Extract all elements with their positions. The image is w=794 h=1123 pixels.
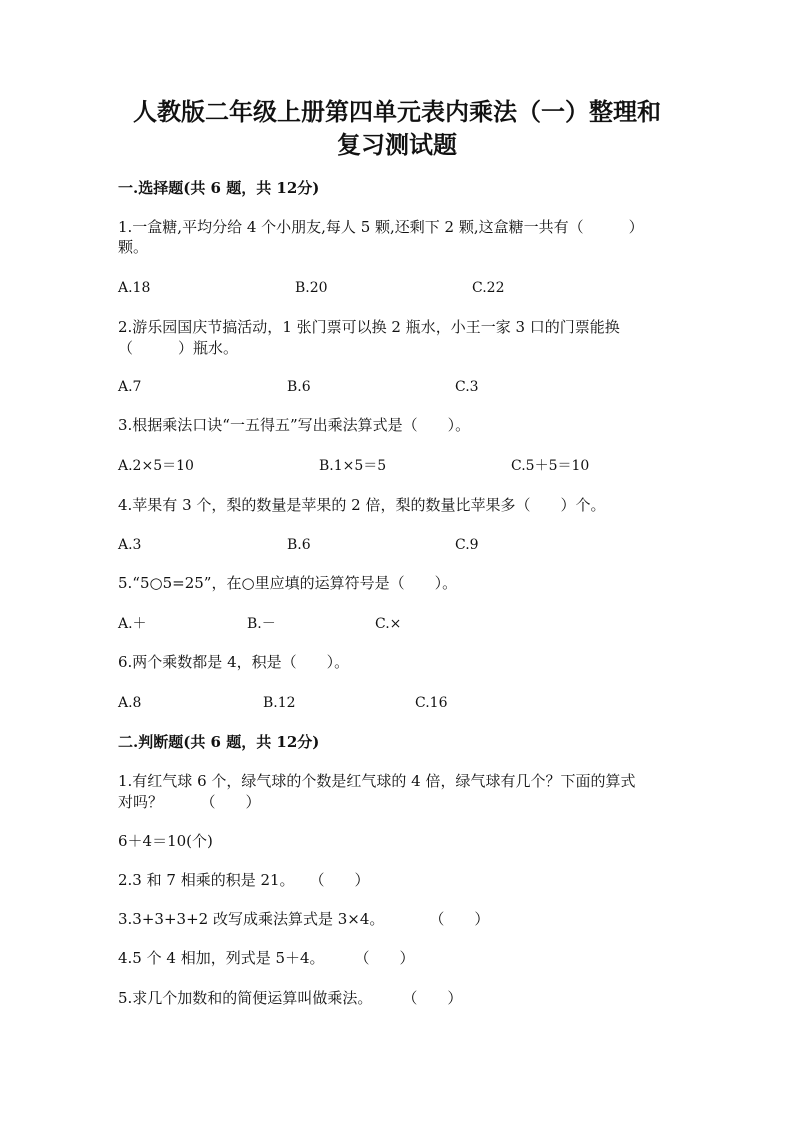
question-text-cont: （ ）瓶水。 [118,339,239,357]
option-c: C.3 [455,379,479,395]
option-b: B.1×5＝5 [319,458,387,474]
question-text: 6.两个乘数都是 4，积是（ ）。 [118,653,350,671]
question-text: 3.3+3+3+2 改写成乘法算式是 3×4。 （ ） [118,910,490,928]
option-c: C.× [375,616,402,632]
option-c: C.22 [472,280,505,296]
question-equation: 6＋4＝10(个) [118,832,213,850]
section-heading-judgement: 二.判断题(共 6 题，共 12分) [118,733,320,751]
option-a: A.＋ [118,616,147,632]
option-c: C.16 [415,695,448,711]
page-title-line2: 复习测试题 [337,130,457,159]
option-b: B.12 [263,695,296,711]
option-c: C.5＋5＝10 [511,458,590,474]
option-a: A.18 [118,280,151,296]
question-text: 4.苹果有 3 个，梨的数量是苹果的 2 倍，梨的数量比苹果多（ ）个。 [118,496,606,514]
question-text: 3.根据乘法口诀“一五得五”写出乘法算式是（ ）。 [118,416,471,434]
question-text: 1.有红气球 6 个，绿气球的个数是红气球的 4 倍，绿气球有几个？下面的算式 [118,772,636,790]
option-b: B.6 [287,379,311,395]
question-text-cont: 颗。 [118,238,149,256]
question-text: 2.游乐园国庆节搞活动，1 张门票可以换 2 瓶水，小王一家 3 口的门票能换 [118,318,620,336]
option-a: A.3 [118,537,142,553]
option-a: A.8 [118,695,142,711]
question-text-cont: 对吗？ （ ） [118,793,261,811]
option-b: B.20 [295,280,328,296]
question-text: 1.一盒糖,平均分给 4 个小朋友,每人 5 颗,还剩下 2 颗,这盒糖一共有（ ） [118,218,644,236]
page-title-line1: 人教版二年级上册第四单元表内乘法（一）整理和 [133,97,661,126]
question-text: 4.5 个 4 相加，列式是 5＋4。 （ ） [118,949,415,967]
option-b: B.6 [287,537,311,553]
question-text: 5.求几个加数和的简便运算叫做乘法。 （ ） [118,989,463,1007]
question-text: 2.3 和 7 相乘的积是 21。 （ ） [118,871,370,889]
option-a: A.7 [118,379,142,395]
option-c: C.9 [455,537,479,553]
section-heading-choice: 一.选择题(共 6 题，共 12分) [118,179,320,197]
option-a: A.2×5＝10 [118,458,194,474]
question-text: 5.“5○5=25”，在○里应填的运算符号是（ ）。 [118,574,458,592]
option-b: B.－ [247,616,276,632]
